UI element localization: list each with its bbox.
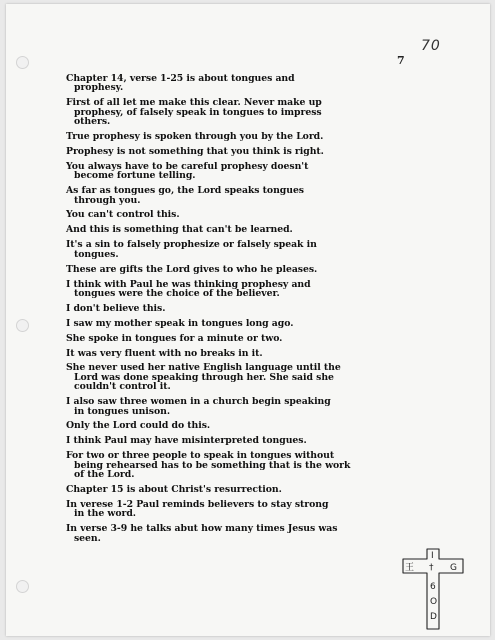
text-line: In verese 1-2 Paul reminds believers to stay strong bbox=[66, 498, 329, 510]
cross-icon bbox=[401, 547, 465, 631]
paragraph bbox=[66, 500, 420, 519]
text-line: These are gifts the Lord gives to who he pleases. bbox=[66, 263, 318, 275]
text-line: She spoke in tongues for a minute or two. bbox=[66, 332, 283, 344]
punch-hole bbox=[16, 319, 29, 332]
text-line: Chapter 14, verse 1-25 is about tongues and bbox=[66, 73, 295, 84]
text-line: Chapter 15 is about Christ's resurrection. bbox=[66, 484, 282, 495]
paragraph bbox=[66, 397, 420, 416]
text-line: prophesy, of falsely speak in tongues to impress bbox=[74, 106, 322, 118]
text-line: in the word. bbox=[74, 508, 136, 520]
text-line: of the Lord. bbox=[74, 469, 135, 481]
cross-label-left: 王 bbox=[405, 563, 415, 573]
body-text bbox=[66, 74, 420, 549]
paragraph bbox=[66, 349, 420, 358]
punch-hole bbox=[16, 580, 29, 593]
text-line: I saw my mother speak in tongues long ago. bbox=[66, 317, 294, 329]
text-line: Prophesy is not something that you think is right. bbox=[66, 145, 324, 157]
cross-label-top: I bbox=[431, 551, 434, 561]
text-line: For two or three people to speak in tongues without bbox=[66, 450, 335, 462]
cross-label-center: † bbox=[429, 563, 434, 573]
text-line: others. bbox=[74, 116, 111, 128]
text-line: True prophesy is spoken through you by the Lord. bbox=[66, 131, 324, 143]
paragraph bbox=[66, 524, 420, 543]
text-line: You can't control this. bbox=[66, 209, 180, 221]
paragraph bbox=[66, 451, 420, 479]
text-line: I think with Paul he was thinking prophesy and bbox=[66, 278, 311, 290]
paragraph bbox=[66, 147, 420, 156]
text-line: As far as tongues go, the Lord speaks tongues bbox=[66, 185, 304, 197]
paragraph bbox=[66, 210, 420, 219]
paragraph bbox=[66, 240, 420, 259]
text-line: I also saw three women in a church begin speaking bbox=[66, 396, 331, 408]
paragraph bbox=[66, 319, 420, 328]
paragraph bbox=[66, 265, 420, 274]
text-line: couldn't control it. bbox=[74, 381, 171, 393]
text-line: And this is something that can't be learned. bbox=[66, 224, 293, 236]
text-line: prophesy. bbox=[74, 82, 124, 94]
text-line: become fortune telling. bbox=[74, 170, 196, 182]
paragraph bbox=[66, 280, 420, 299]
text-line: Only the Lord could do this. bbox=[66, 420, 211, 432]
paragraph bbox=[66, 225, 420, 234]
text-line: tongues. bbox=[74, 248, 119, 260]
text-line: tongues were the choice of the believer. bbox=[74, 287, 280, 299]
page-number: 7 bbox=[397, 54, 405, 67]
paragraph bbox=[66, 74, 420, 93]
text-line: You always have to be careful prophesy doesn't bbox=[66, 160, 309, 172]
text-line: through you. bbox=[74, 194, 141, 206]
handwritten-page-number: 70 bbox=[421, 38, 441, 54]
paragraph bbox=[66, 304, 420, 313]
paragraph bbox=[66, 436, 420, 445]
text-line: in tongues unison. bbox=[74, 405, 171, 417]
text-line: She never used her native English language until the bbox=[66, 362, 341, 374]
text-line: It was very fluent with no breaks in it. bbox=[66, 347, 263, 359]
punch-hole bbox=[16, 56, 29, 69]
text-line: Lord was done speaking through her. She said she bbox=[74, 371, 334, 383]
text-line: seen. bbox=[74, 532, 101, 544]
cross-drawing bbox=[401, 547, 465, 631]
paragraph bbox=[66, 363, 420, 391]
paragraph bbox=[66, 485, 420, 494]
paragraph bbox=[66, 186, 420, 205]
paragraph bbox=[66, 98, 420, 126]
cross-label-bottom-2: O bbox=[430, 597, 438, 607]
cross-label-right: G bbox=[450, 563, 457, 573]
text-line: being rehearsed has to be something that is the work bbox=[74, 459, 351, 471]
text-line: I think Paul may have misinterpreted tongues. bbox=[66, 435, 307, 447]
paragraph bbox=[66, 421, 420, 430]
paragraph bbox=[66, 162, 420, 181]
cross-label-bottom-3: D bbox=[430, 612, 437, 622]
text-line: In verse 3-9 he talks abut how many times Jesus was bbox=[66, 523, 338, 535]
paragraph bbox=[66, 132, 420, 141]
text-line: It's a sin to falsely prophesize or falsely speak in bbox=[66, 239, 317, 251]
paragraph bbox=[66, 334, 420, 343]
text-line: I don't believe this. bbox=[66, 302, 166, 314]
cross-label-bottom-1: 6 bbox=[430, 582, 436, 592]
text-line: First of all let me make this clear. Never make up bbox=[66, 97, 322, 109]
